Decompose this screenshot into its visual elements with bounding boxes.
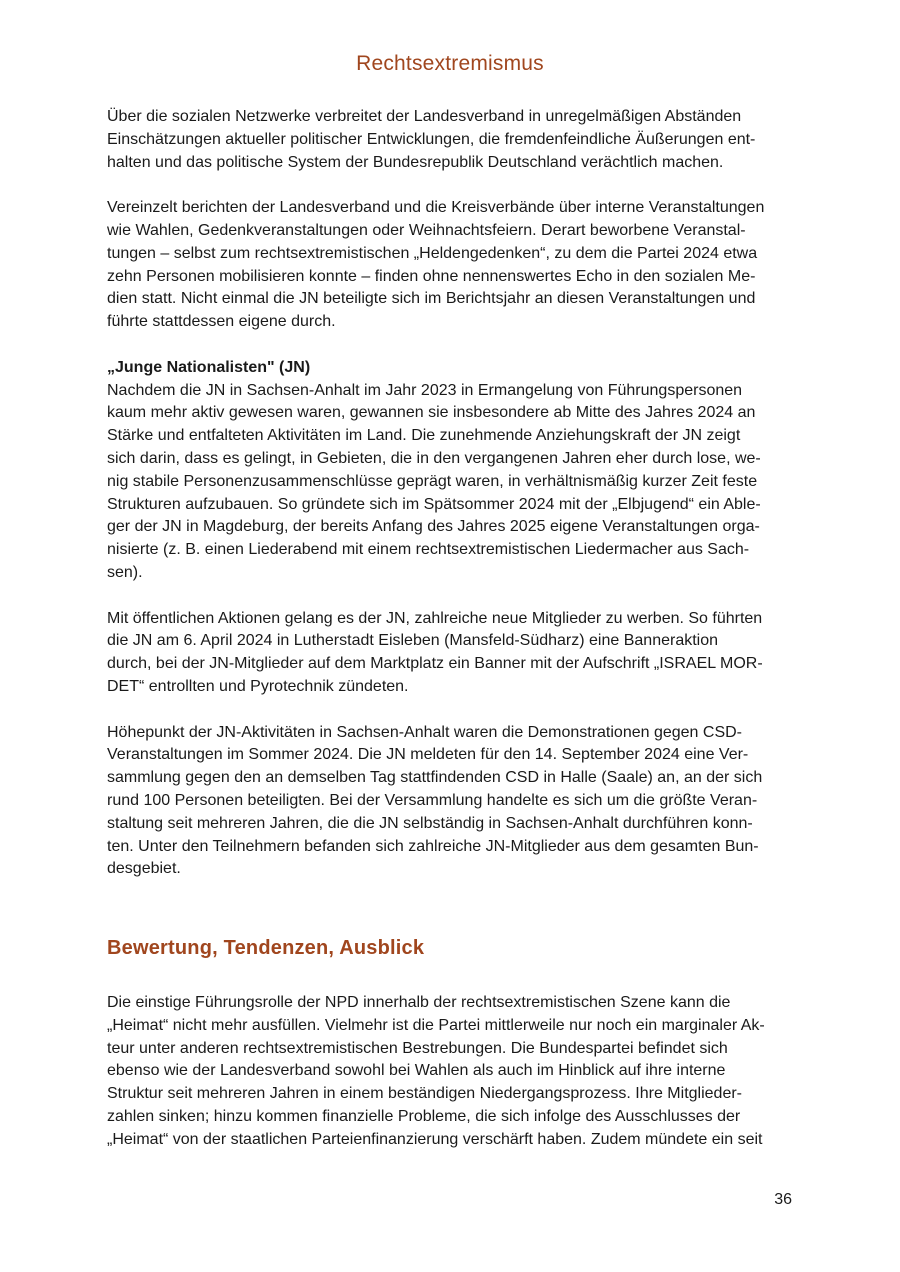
line: Die einstige Führungsrolle der NPD innerhalb der rechtsextremistischen Szene kann die: [107, 994, 731, 1012]
paragraph-assessment: [107, 992, 795, 1152]
line: ten. Unter den Teilnehmern befanden sich zahlreiche JN-Mitglieder aus dem gesamten Bun-: [107, 837, 759, 855]
line: „Heimat“ von der staatlichen Parteienfinanzierung verschärft haben. Zudem mündete ein seit: [107, 1130, 763, 1148]
paragraph-social-networks: [107, 106, 795, 174]
line: Über die sozialen Netzwerke verbreitet der Landesverband in unregelmäßigen Abständen: [107, 108, 742, 125]
line: dien statt. Nicht einmal die JN beteiligte sich im Berichtsjahr an diesen Veranstaltungen und: [107, 290, 756, 308]
line: staltung seit mehreren Jahren, die die JN selbständig in Sachsen-Anhalt durchführen konn-: [107, 814, 753, 832]
line: durch, bei der JN-Mitglieder auf dem Marktplatz ein Banner mit der Aufschrift „ISRAEL MOR-: [107, 655, 763, 673]
line: Höhepunkt der JN-Aktivitäten in Sachsen-Anhalt waren die Demonstrationen gegen CSD-: [107, 723, 743, 741]
line: ebenso wie der Landesverband sowohl bei Wahlen als auch im Hinblick auf ihre interne: [107, 1062, 726, 1080]
running-header: Rechtsextremismus: [356, 52, 544, 75]
line: Veranstaltungen im Sommer 2024. Die JN meldeten für den 14. September 2024 eine Ver-: [107, 746, 749, 764]
line: rund 100 Personen beteiligten. Bei der Versammlung handelte es sich um die größte Veran-: [107, 791, 758, 809]
subheading-jn: „Junge Nationalisten" (JN): [107, 358, 311, 376]
line: Strukturen aufzubauen. So gründete sich im Spätsommer 2024 mit der „Elbjugend“ ein Able-: [107, 495, 761, 513]
paragraph-internal-events: [107, 197, 795, 334]
line: wie Wahlen, Gedenkveranstaltungen oder Weihnachtsfeiern. Derart beworbene Veranstal-: [107, 221, 746, 239]
line: Nachdem die JN in Sachsen-Anhalt im Jahr 2023 in Ermangelung von Führungspersonen: [107, 381, 743, 399]
line: Stärke und entfalteten Aktivitäten im Land. Die zunehmende Anziehungskraft der JN zeigt: [107, 427, 741, 445]
line: sen).: [107, 563, 143, 581]
document-body: [107, 106, 795, 1152]
line: DET“ entrollten und Pyrotechnik zündeten.: [107, 677, 409, 695]
line: desgebiet.: [107, 860, 181, 878]
page-number: 36: [774, 1191, 792, 1208]
line: Einschätzungen aktueller politischer Entwicklungen, die fremdenfeindliche Äußerungen ent-: [107, 130, 756, 148]
line: kaum mehr aktiv gewesen waren, gewannen sie insbesondere ab Mitte des Jahres 2024 an: [107, 404, 756, 422]
line: sich darin, dass es gelingt, in Gebieten, die in den vergangenen Jahren eher durch lose, we-: [107, 449, 761, 467]
line: ger der JN in Magdeburg, der bereits Anfang des Jahres 2025 eigene Veranstaltungen orga-: [107, 518, 760, 536]
line: sammlung gegen den an demselben Tag stattfindenden CSD in Halle (Saale) an, an der sich: [107, 769, 763, 787]
line: nig stabile Personenzusammenschlüsse geprägt waren, in verhältnismäßig kurzer Zeit feste: [107, 472, 758, 490]
line: führte stattdessen eigene durch.: [107, 313, 336, 331]
line: „Heimat“ nicht mehr ausfüllen. Vielmehr ist die Partei mittlerweile nur noch ein marginaler Ak-: [107, 1016, 765, 1034]
line: zahlen sinken; hinzu kommen finanzielle Probleme, die sich infolge des Ausschlusses der: [107, 1108, 741, 1126]
line: tungen – selbst zum rechtsextremistischen „Heldengedenken“, zu dem die Partei 2024 etwa: [107, 244, 758, 262]
line: halten und das politische System der Bundesrepublik Deutschland verächtlich machen.: [107, 153, 724, 171]
line: Struktur seit mehreren Jahren in einem beständigen Niedergangsprozess. Ihre Mitglieder-: [107, 1085, 742, 1103]
paragraph-csd-demonstrations: [107, 722, 795, 882]
paragraph-public-actions: [107, 608, 795, 699]
paragraph-jn-growth: [107, 380, 795, 585]
line: die JN am 6. April 2024 in Lutherstadt Eisleben (Mansfeld-Südharz) eine Banneraktion: [107, 632, 719, 650]
section-title-assessment: Bewertung, Tendenzen, Ausblick: [107, 937, 425, 960]
line: Vereinzelt berichten der Landesverband und die Kreisverbände über interne Veranstaltungen: [107, 199, 765, 217]
line: Mit öffentlichen Aktionen gelang es der JN, zahlreiche neue Mitglieder zu werben. So führten: [107, 609, 763, 627]
line: nisierte (z. B. einen Liederabend mit einem rechtsextremistischen Liedermacher aus Sach-: [107, 541, 750, 559]
line: zehn Personen mobilisieren konnte – finden ohne nennenswertes Echo in den sozialen Me-: [107, 267, 756, 285]
line: teur unter anderen rechtsextremistischen Bestrebungen. Die Bundespartei befindet sich: [107, 1039, 728, 1057]
